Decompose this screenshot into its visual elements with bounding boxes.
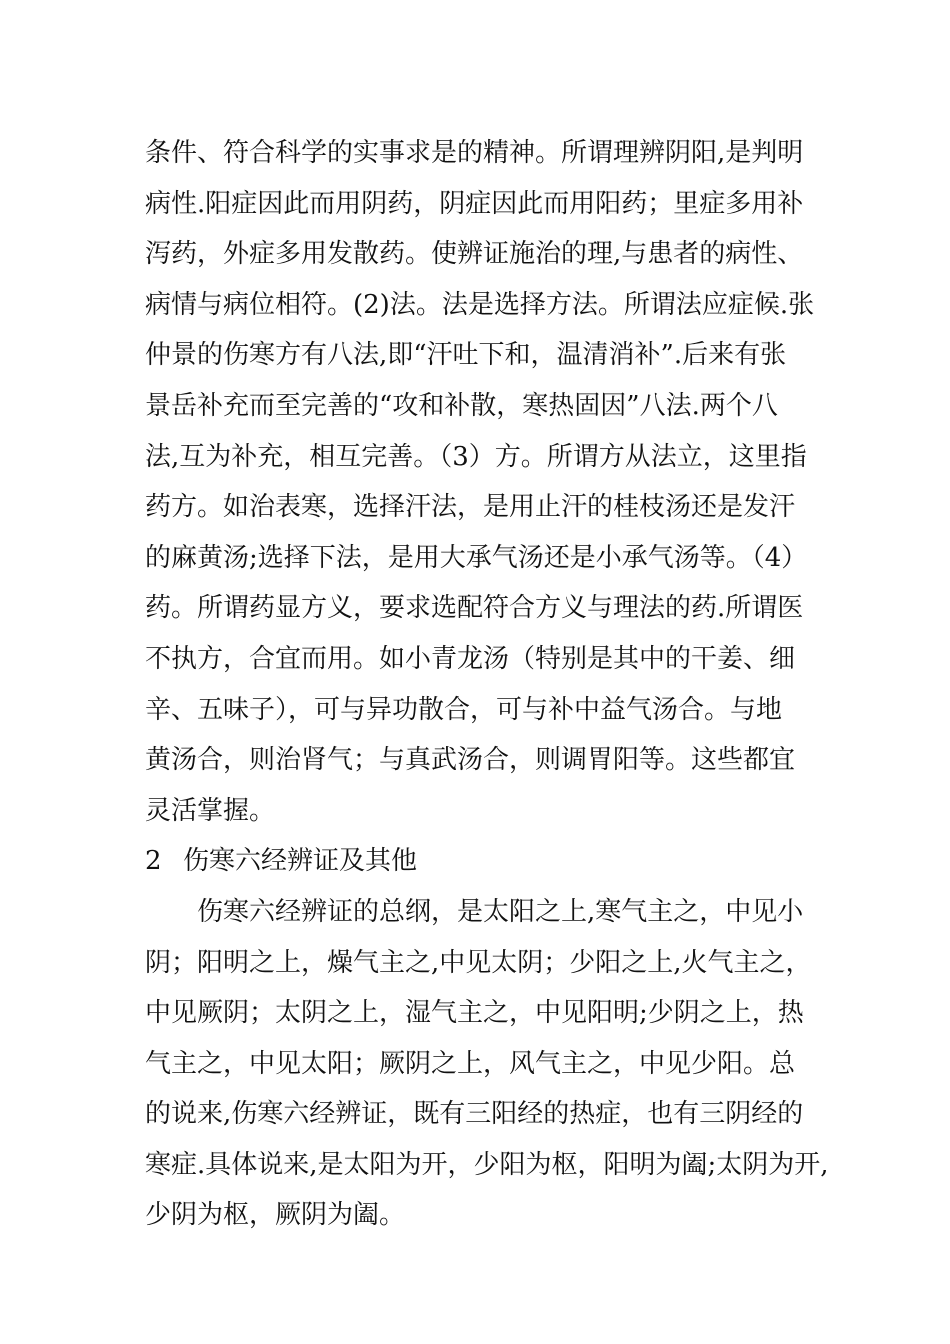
text-line: 条件、符合科学的实事求是的精神。所谓理辨阴阳,是判明 <box>145 138 804 168</box>
text-line: 辛、五味子），可与异功散合，可与补中益气汤合。与地 <box>145 694 783 725</box>
document-body <box>145 128 829 1241</box>
text-line: 气主之，中见太阳；厥阴之上，风气主之，中见少阳。总 <box>145 1048 796 1079</box>
text-line: 药方。如治表寒，选择汗法，是用止汗的桂枝汤还是发汗 <box>145 492 796 523</box>
text-line: 少阴为枢，厥阴为阖。 <box>145 1200 406 1231</box>
section-heading <box>145 836 825 887</box>
text-line: 阴；阳明之上，燥气主之,中见太阴；少阳之上,火气主之， <box>145 947 812 978</box>
text-line: 法,互为补充，相互完善。（3）方。所谓方从法立，这里指 <box>145 441 807 472</box>
text-line: 景岳补充而至完善的“攻和补散，寒热固因”八法.两个八 <box>145 390 778 421</box>
text-line: 中见厥阴；太阴之上，湿气主之，中见阳明;少阴之上，热 <box>145 998 804 1029</box>
text-line: 病情与病位相符。(2)法。法是选择方法。所谓法应症候.张 <box>145 289 815 320</box>
section-title: 伤寒六经辨证及其他 <box>183 846 418 877</box>
text-line: 的麻黄汤;选择下法，是用大承气汤还是小承气汤等。（4） <box>145 542 808 573</box>
text-line: 的说来,伤寒六经辨证，既有三阳经的热症，也有三阴经的 <box>145 1099 804 1130</box>
text-line: 泻药，外症多用发散药。使辨证施治的理,与患者的病性、 <box>145 239 804 270</box>
text-line: 寒症.具体说来,是太阳为开，少阳为枢，阳明为阖;太阴为开, <box>145 1149 829 1180</box>
text-line: 灵活掌握。 <box>145 795 276 826</box>
text-line: 药。所谓药显方义，要求选配符合方义与理法的药.所谓医 <box>145 593 804 624</box>
text-line: 黄汤合，则治肾气；与真武汤合，则调胃阳等。这些都宜 <box>145 745 796 776</box>
text-line: 不执方，合宜而用。如小青龙汤（特别是其中的干姜、细 <box>145 643 796 674</box>
text-line: 伤寒六经辨证的总纲，是太阳之上,寒气主之，中见小 <box>145 896 804 927</box>
section-number: 2 <box>145 846 162 877</box>
text-line: 病性.阳症因此而用阴药，阴症因此而用阳药；里症多用补 <box>145 188 804 219</box>
text-line: 仲景的伤寒方有八法,即“汗吐下和，温清消补”.后来有张 <box>145 340 787 371</box>
